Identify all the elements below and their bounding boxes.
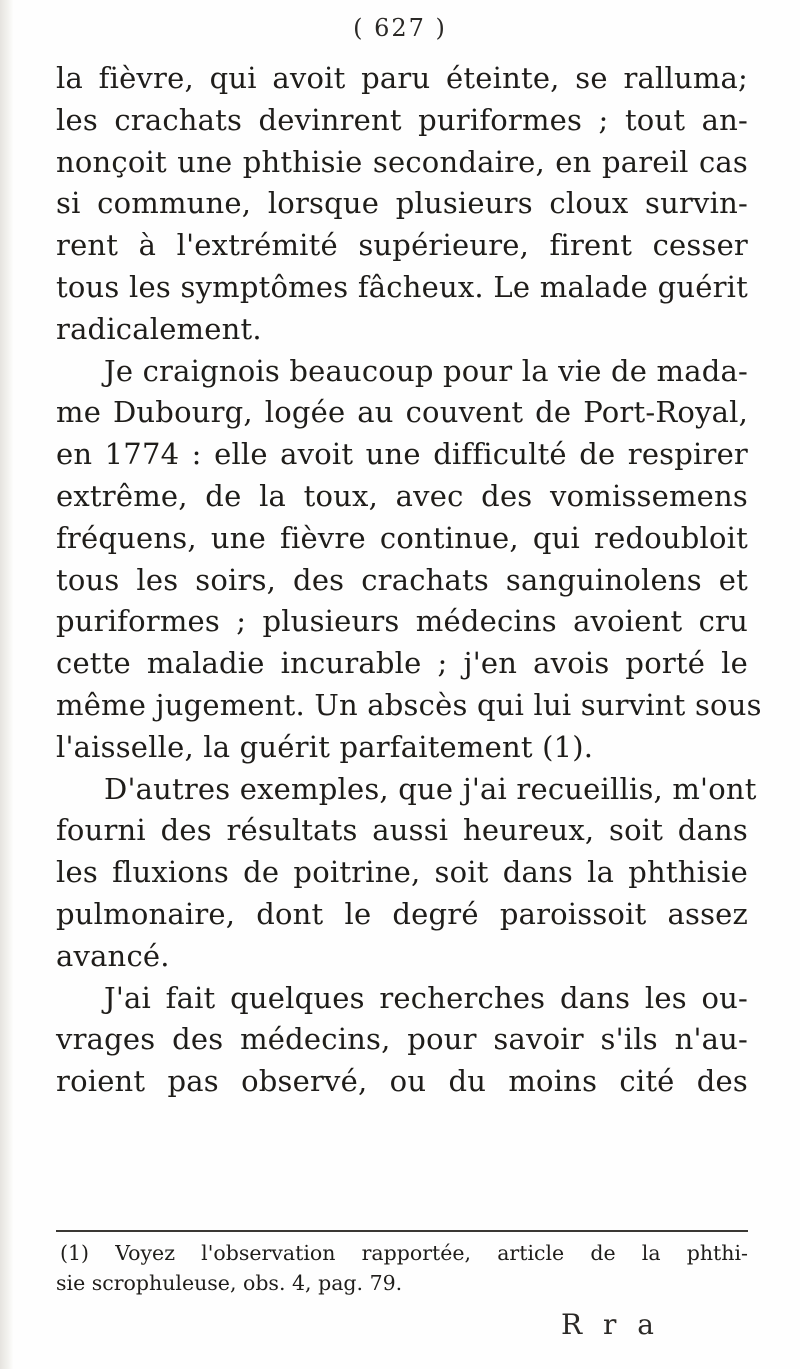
text-line: D'autres exemples, que j'ai recueillis, m'ont [104,771,757,806]
text-line: pulmonaire, dont le degré paroissoit assez [56,896,748,931]
text-line: même jugement. Un abscès qui lui survint sous [56,687,762,722]
text-line: Je craignois beaucoup pour la vie de mada- [104,353,748,388]
text-line: en 1774 : elle avoit une difficulté de respirer [56,437,748,472]
text-line: J'ai fait quelques recherches dans les ou- [104,980,748,1015]
text-line: roient pas observé, ou du moins cité des [56,1064,748,1099]
footnote-line: sie scrophuleuse, obs. 4, pag. 79. [56,1271,403,1295]
page-number: ( 627 ) [353,14,447,42]
footnote-divider [56,1230,748,1232]
page-edge [0,0,14,1369]
footnote [56,1238,748,1298]
text-line: l'aisselle, la guérit parfaitement (1). [56,729,594,764]
text-line: tous les symptômes fâcheux. Le malade guérit [56,269,748,304]
text-line: extrême, de la toux, avec des vomissemens [56,478,748,513]
text-line: avancé. [56,938,170,973]
text-line: puriformes ; plusieurs médecins avoient cru [56,604,748,639]
text-line: vrages des médecins, pour savoir s'ils n'au- [56,1022,748,1057]
text-line: fourni des résultats aussi heureux, soit dans [56,813,748,848]
text-line: radicalement. [56,311,262,346]
text-line: la fièvre, qui avoit paru éteinte, se ralluma; [56,61,748,95]
catchword: R r a [561,1308,660,1341]
text-line: tous les soirs, des crachats sanguinolens et [56,562,748,597]
text-line: fréquens, une fièvre continue, qui redoubloit [56,520,748,555]
text-line: rent à l'extrémité supérieure, firent cesser [56,228,748,263]
text-line: cette maladie incurable ; j'en avois porté le [56,646,748,681]
text-line: me Dubourg, logée au couvent de Port-Royal, [56,395,748,430]
footnote-line: (1) Voyez l'observation rapportée, article de la phthi- [60,1241,748,1265]
body-text [56,58,762,1103]
text-line: nonçoit une phthisie secondaire, en pareil cas [56,144,748,179]
text-line: les fluxions de poitrine, soit dans la phthisie [56,855,748,890]
text-line: les crachats devinrent puriformes ; tout an- [56,102,748,137]
text-line: si commune, lorsque plusieurs cloux survin- [56,186,748,221]
